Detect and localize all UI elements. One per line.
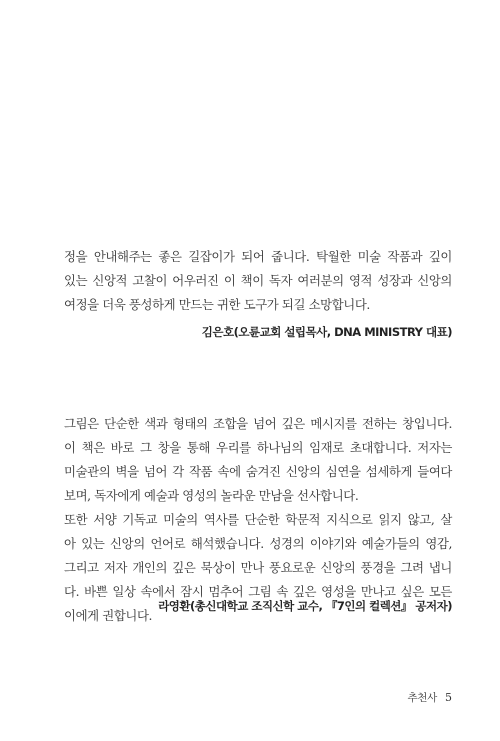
page-footer: [407, 690, 452, 705]
text-line: 있는 신앙적 고찰이 어우러진 이 책이 독자 여러분의 영적 성장과 신앙의: [64, 273, 452, 288]
text-line: 다. 바쁜 일상 속에서 잠시 멈추어 그림 속 깊은 영성을 만나고 싶은 모든: [64, 584, 452, 599]
text-line: 그리고 저자 개인의 깊은 묵상이 만나 풍요로운 신앙의 풍경을 그려 냅니: [64, 560, 452, 575]
text-line: 이에게 권합니다.: [64, 608, 153, 623]
endorsement-2-paragraph: [64, 412, 452, 628]
text-line: 그림은 단순한 색과 형태의 조합을 넘어 깊은 메시지를 전하는 창입니다.: [64, 416, 452, 431]
page-number: 5: [445, 691, 452, 704]
text-line: 보며, 독자에게 예술과 영성의 놀라운 만남을 선사합니다.: [64, 488, 359, 503]
text-line: 여정을 더욱 풍성하게 만드는 귀한 도구가 되길 소망합니다.: [64, 297, 370, 312]
text-line: 아 있는 신앙의 언어로 해석했습니다. 성경의 이야기와 예술가들의 영감,: [64, 536, 452, 551]
endorsement-1-paragraph: [64, 245, 452, 317]
text-line: 미술관의 벽을 넘어 각 작품 속에 숨겨진 신앙의 심연을 섬세하게 들여다: [64, 464, 452, 479]
text-line: 정을 안내해주는 좋은 길잡이가 되어 줍니다. 탁월한 미술 작품과 깊이: [64, 249, 452, 264]
endorsement-1-signature: 김은호(오륜교회 설립목사, DNA MINISTRY 대표): [201, 325, 452, 339]
text-line: 이 책은 바로 그 창을 통해 우리를 하나님의 임재로 초대합니다. 저자는: [64, 440, 452, 455]
endorsement-2-signature: 라영환(총신대학교 조직신학 교수, 『7인의 컬렉션』 공저자): [158, 599, 452, 613]
text-line: 또한 서양 기독교 미술의 역사를 단순한 학문적 지식으로 읽지 않고, 살: [64, 512, 452, 527]
section-label: 추천사: [407, 692, 437, 704]
